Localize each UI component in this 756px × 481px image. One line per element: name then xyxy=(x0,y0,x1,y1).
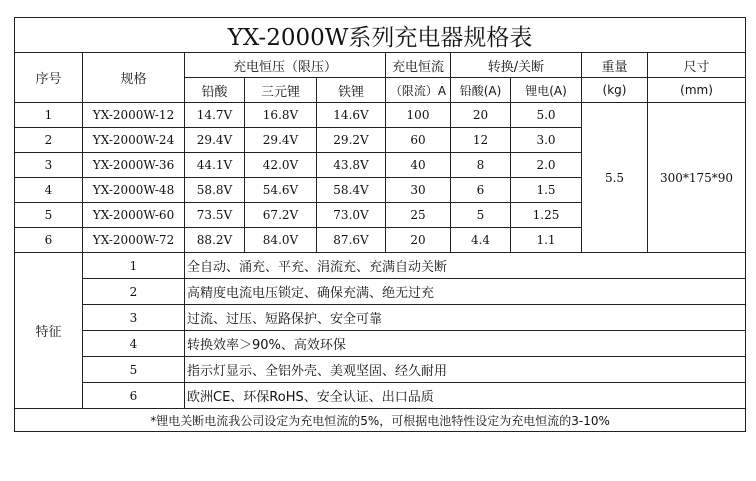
header-current-group: 充电恒流 xyxy=(386,53,451,78)
row-switch-lead: 8 xyxy=(451,153,511,178)
row-index: 3 xyxy=(15,153,83,178)
row-lead-voltage: 58.8V xyxy=(185,178,245,203)
feature-text: 过流、过压、短路保护、安全可靠 xyxy=(185,305,746,331)
feature-row xyxy=(15,305,746,331)
header-switch-lithium: 锂电(A) xyxy=(511,78,582,103)
row-lfp-voltage: 29.2V xyxy=(317,128,386,153)
row-switch-lead: 5 xyxy=(451,203,511,228)
header-switch-lead: 铅酸(A) xyxy=(451,78,511,103)
header-lead-acid: 铅酸 xyxy=(185,78,245,103)
feature-text: 欧洲CE、环保RoHS、安全认证、出口品质 xyxy=(185,383,746,409)
row-ternary-voltage: 67.2V xyxy=(245,203,317,228)
feature-text: 高精度电流电压锁定、确保充满、绝无过充 xyxy=(185,279,746,305)
row-lead-voltage: 88.2V xyxy=(185,228,245,253)
row-ternary-voltage: 54.6V xyxy=(245,178,317,203)
feature-index: 4 xyxy=(83,331,185,357)
row-ternary-voltage: 84.0V xyxy=(245,228,317,253)
size-value: 300*175*90 xyxy=(648,103,746,253)
row-switch-lead: 20 xyxy=(451,103,511,128)
row-switch-lead: 12 xyxy=(451,128,511,153)
row-ternary-voltage: 29.4V xyxy=(245,128,317,153)
row-lfp-voltage: 58.4V xyxy=(317,178,386,203)
row-switch-lead: 4.4 xyxy=(451,228,511,253)
row-current: 30 xyxy=(386,178,451,203)
features-label: 特征 xyxy=(15,253,83,409)
row-model: YX-2000W-36 xyxy=(83,153,185,178)
header-voltage-group: 充电恒压（限压） xyxy=(185,53,386,78)
row-index: 4 xyxy=(15,178,83,203)
header-weight: 重量 xyxy=(582,53,648,78)
feature-row xyxy=(15,383,746,409)
row-switch-lithium: 5.0 xyxy=(511,103,582,128)
feature-text: 全自动、涌充、平充、涓流充、充满自动关断 xyxy=(185,253,746,279)
header-size: 尺寸 xyxy=(648,53,746,78)
header-index: 序号 xyxy=(15,53,83,103)
weight-value: 5.5 xyxy=(582,103,648,253)
header-switch-group: 转换/关断 xyxy=(451,53,582,78)
feature-text: 指示灯显示、全铝外壳、美观坚固、经久耐用 xyxy=(185,357,746,383)
row-index: 2 xyxy=(15,128,83,153)
row-index: 6 xyxy=(15,228,83,253)
header-current-unit: （限流）A xyxy=(386,78,451,103)
row-switch-lithium: 2.0 xyxy=(511,153,582,178)
row-model: YX-2000W-72 xyxy=(83,228,185,253)
row-index: 1 xyxy=(15,103,83,128)
row-lead-voltage: 73.5V xyxy=(185,203,245,228)
header-model: 规格 xyxy=(83,53,185,103)
row-current: 100 xyxy=(386,103,451,128)
row-ternary-voltage: 16.8V xyxy=(245,103,317,128)
feature-index: 3 xyxy=(83,305,185,331)
row-ternary-voltage: 42.0V xyxy=(245,153,317,178)
table-row xyxy=(15,103,746,128)
row-model: YX-2000W-60 xyxy=(83,203,185,228)
row-model: YX-2000W-12 xyxy=(83,103,185,128)
row-lfp-voltage: 14.6V xyxy=(317,103,386,128)
row-current: 60 xyxy=(386,128,451,153)
feature-row xyxy=(15,357,746,383)
feature-index: 5 xyxy=(83,357,185,383)
row-lfp-voltage: 43.8V xyxy=(317,153,386,178)
row-lfp-voltage: 73.0V xyxy=(317,203,386,228)
footnote: *锂电关断电流我公司设定为充电恒流的5%，可根据电池特性设定为充电恒流的3-10% xyxy=(15,409,746,432)
header-weight-unit: (kg) xyxy=(582,78,648,103)
row-current: 40 xyxy=(386,153,451,178)
row-model: YX-2000W-24 xyxy=(83,128,185,153)
row-lead-voltage: 29.4V xyxy=(185,128,245,153)
row-current: 25 xyxy=(386,203,451,228)
row-switch-lithium: 3.0 xyxy=(511,128,582,153)
row-lead-voltage: 44.1V xyxy=(185,153,245,178)
row-model: YX-2000W-48 xyxy=(83,178,185,203)
row-current: 20 xyxy=(386,228,451,253)
feature-index: 6 xyxy=(83,383,185,409)
header-lfp: 铁锂 xyxy=(317,78,386,103)
row-switch-lithium: 1.25 xyxy=(511,203,582,228)
row-lfp-voltage: 87.6V xyxy=(317,228,386,253)
row-switch-lithium: 1.1 xyxy=(511,228,582,253)
row-index: 5 xyxy=(15,203,83,228)
feature-row xyxy=(15,253,746,279)
header-size-unit: (mm) xyxy=(648,78,746,103)
feature-index: 2 xyxy=(83,279,185,305)
feature-row xyxy=(15,331,746,357)
feature-row xyxy=(15,279,746,305)
feature-text: 转换效率＞90%、高效环保 xyxy=(185,331,746,357)
header-ternary-lithium: 三元锂 xyxy=(245,78,317,103)
feature-index: 1 xyxy=(83,253,185,279)
row-switch-lead: 6 xyxy=(451,178,511,203)
spec-table xyxy=(14,17,746,432)
row-switch-lithium: 1.5 xyxy=(511,178,582,203)
row-lead-voltage: 14.7V xyxy=(185,103,245,128)
table-title: YX-2000W系列充电器规格表 xyxy=(15,18,746,53)
